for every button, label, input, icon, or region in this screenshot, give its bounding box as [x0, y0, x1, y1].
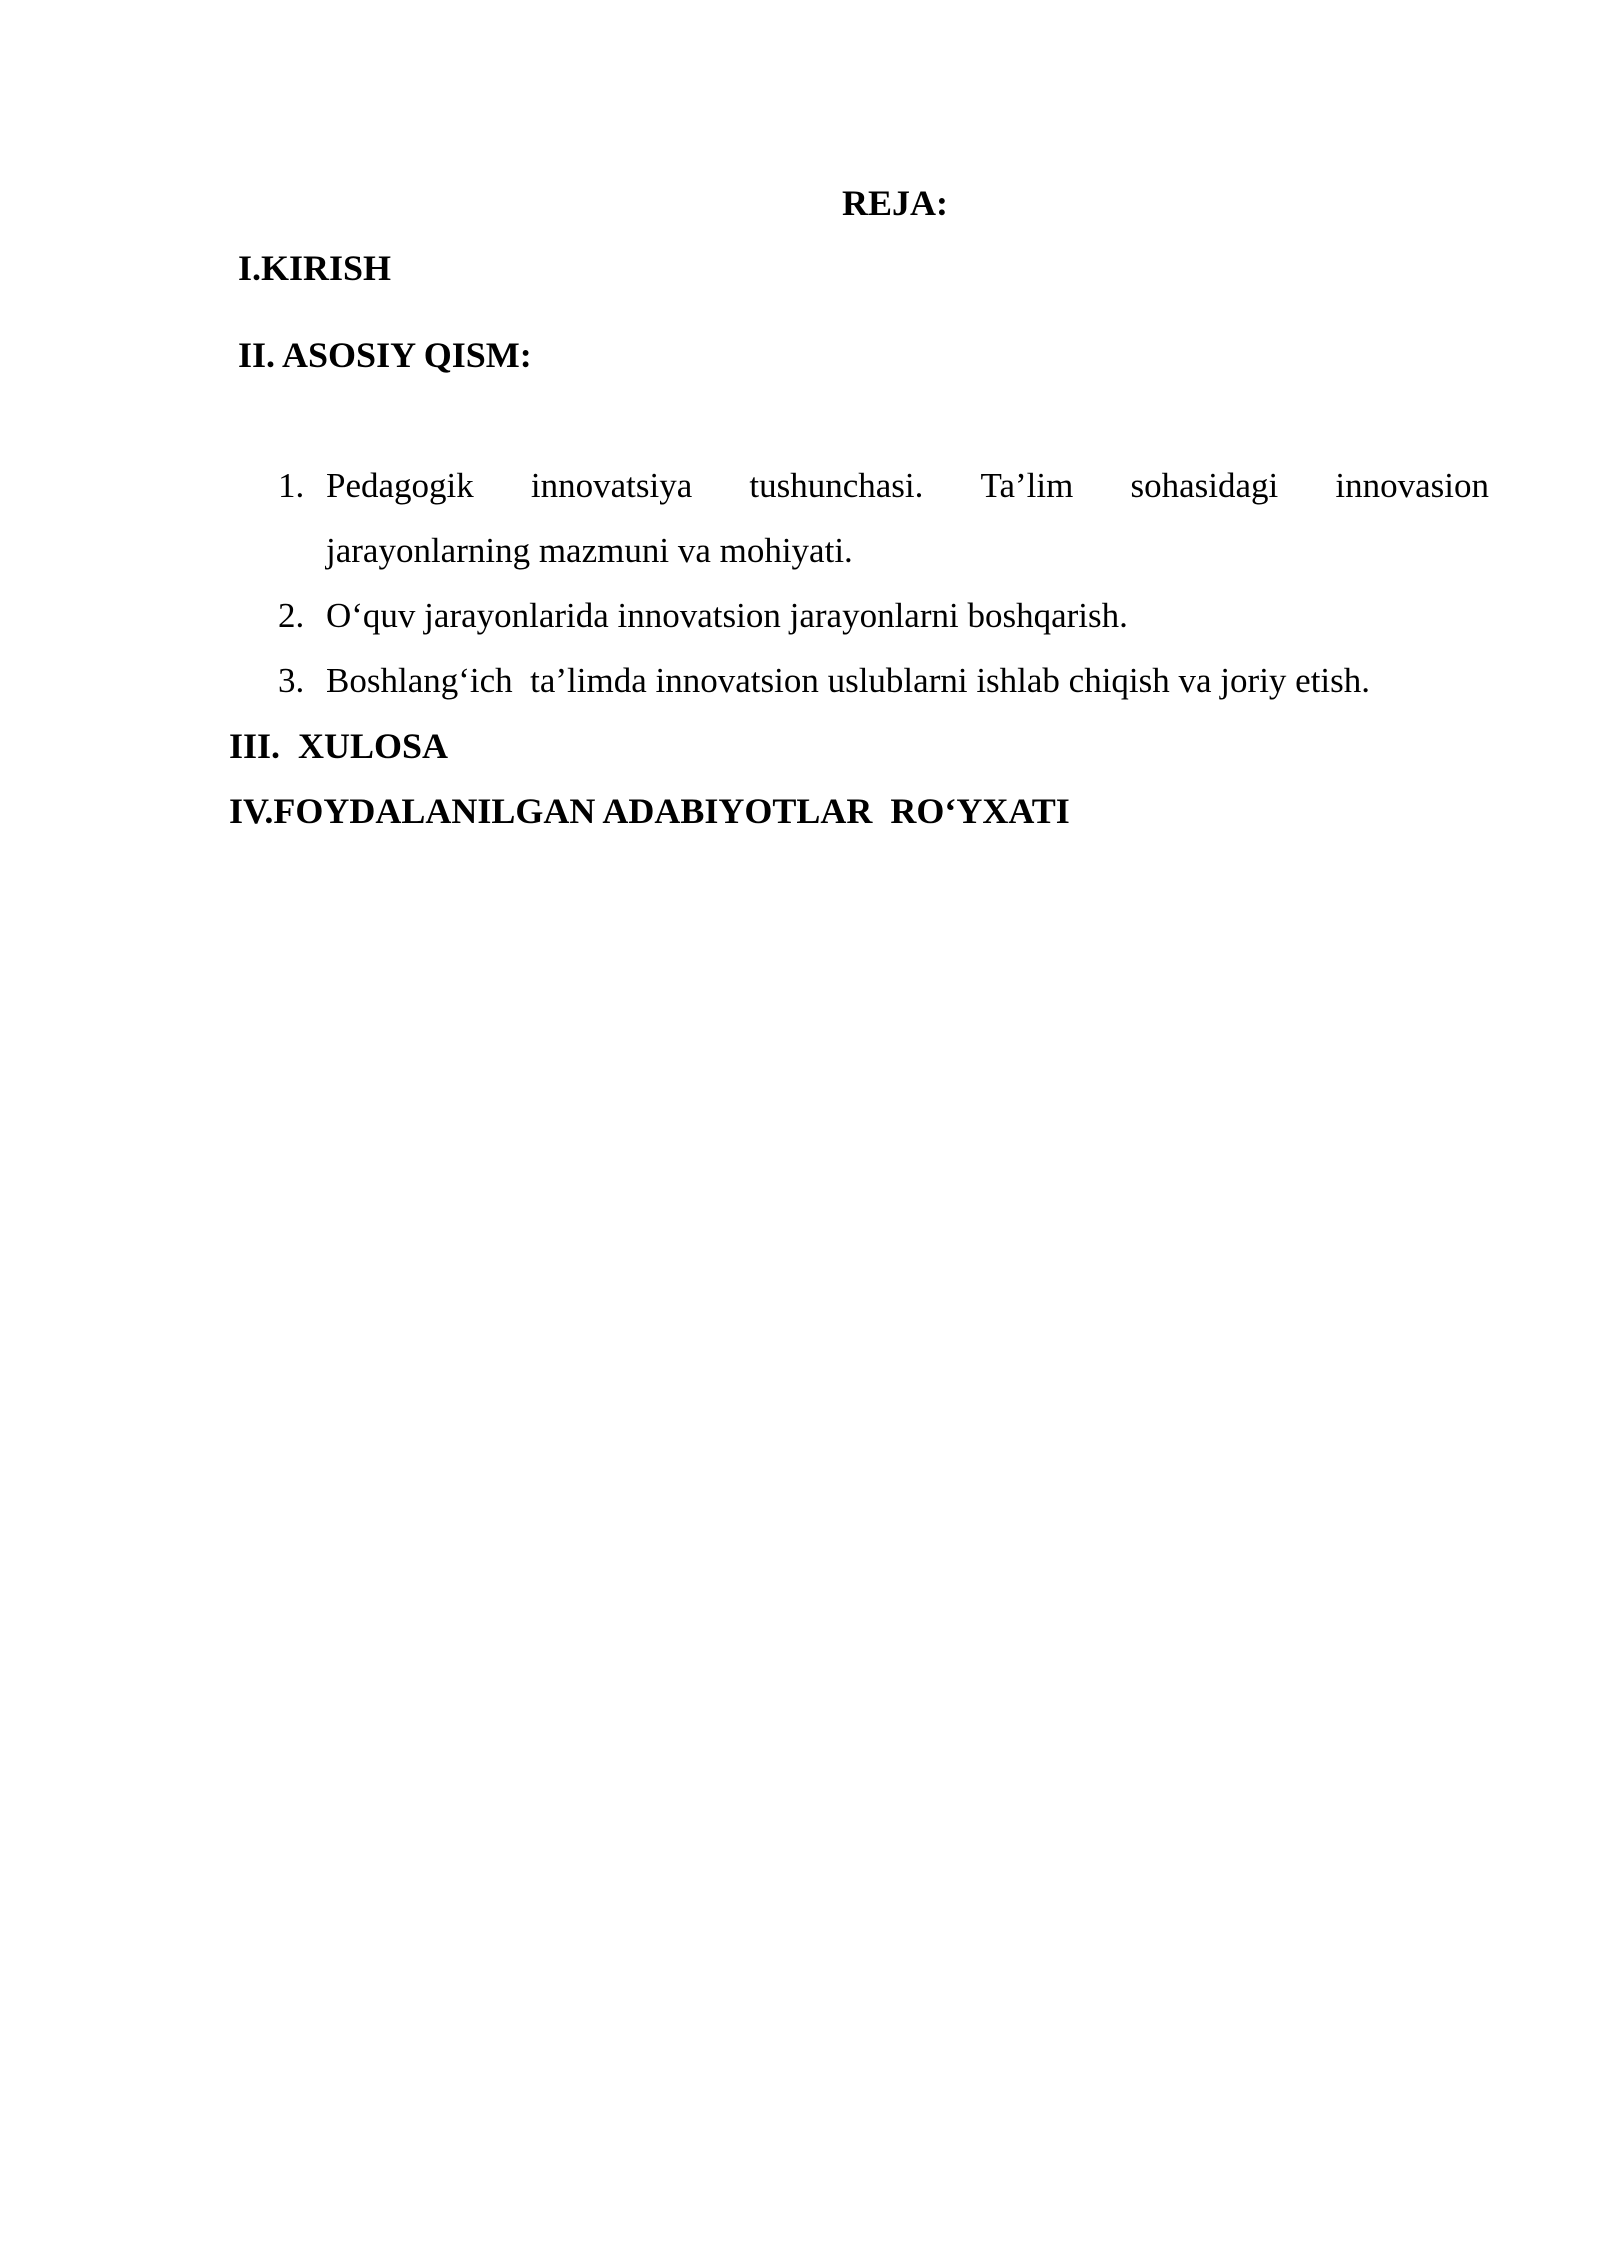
list-item-1-line-1 — [326, 468, 1489, 503]
word: Ta’lim — [980, 466, 1074, 505]
list-item-3-text: Boshlang‘ich ta’limda innovatsion uslublarni ishlab chiqish va joriy etish. — [326, 661, 1371, 700]
section-references: IV.FOYDALANILGAN ADABIYOTLAR RO‘YXATI — [229, 791, 1070, 831]
section-conclusion: III. XULOSA — [229, 726, 449, 766]
word: tushunchasi. — [749, 466, 924, 505]
list-item-number: 1. — [278, 466, 305, 505]
word: Pedagogik — [326, 466, 474, 505]
list-item-number: 3. — [278, 661, 305, 700]
section-intro: I.KIRISH — [238, 248, 392, 288]
word: sohasidagi — [1130, 466, 1279, 505]
word: innovatsiya — [530, 466, 693, 505]
plan-title: REJA: — [842, 183, 948, 223]
list-item-1-line-2: jarayonlarning mazmuni va mohiyati. — [326, 531, 853, 570]
section-main: II. ASOSIY QISM: — [238, 335, 532, 375]
word: innovasion — [1335, 466, 1489, 505]
list-item-2-text: O‘quv jarayonlarida innovatsion jarayonlarni boshqarish. — [326, 596, 1128, 635]
list-item-number: 2. — [278, 596, 305, 635]
